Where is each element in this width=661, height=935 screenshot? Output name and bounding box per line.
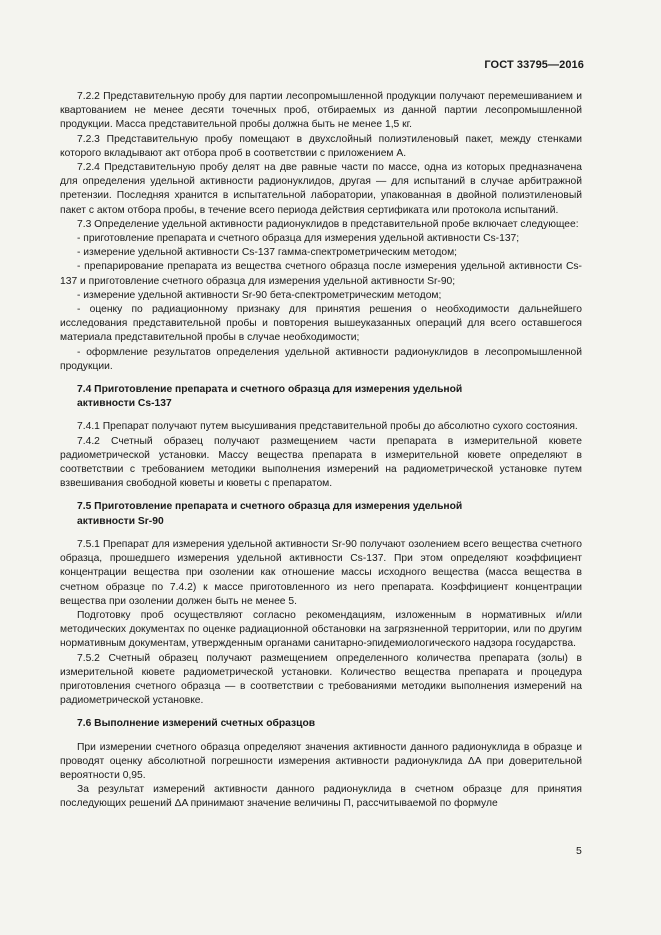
paragraph-7-6-b: За результат измерений активности данного радионуклида в счетном образце для принятия последующих решений ΔA принимают значение величины П, рассчитываемой по формуле [60, 784, 582, 810]
document-body [60, 90, 582, 812]
heading-line: 7.4 Приготовление препарата и счетного образца для измерения удельной [77, 384, 463, 396]
paragraph-7-4-1: 7.4.1 Препарат получают путем высушивания представительной пробы до абсолютно сухого состояния. [77, 421, 578, 433]
list-item: - оценку по радиационному признаку для принятия решения о необходимости дальнейшего исследования представительной пробы и повторения вышеуказанных операций для всего оставшегося материала представительной пробы в случае необходимости; [60, 304, 582, 344]
heading-line: 7.5 Приготовление препарата и счетного образца для измерения удельной [77, 501, 463, 513]
section-heading-7-4 [60, 383, 582, 411]
paragraph-7-2-2: 7.2.2 Представительную пробу для партии лесопромышленной продукции получают перемешиванием и квартованием не менее десяти точечных проб, отбираемых из данной партии лесопромышленной продукции. Масса представительной пробы должна быть не менее 1,5 кг. [60, 91, 582, 131]
paragraph-7-5-1-preparation: Подготовку проб осуществляют согласно рекомендациям, изложенным в нормативных и/или методических документах по оценке радиационной обстановки на загрязненной территории, или по другим нормативным документам, утвержденным органами санитарно-эпидемиологического надзора государства. [60, 609, 582, 650]
paragraph-7-3: 7.3 Определение удельной активности радионуклидов в представительной пробе включает следующее: [77, 218, 579, 230]
heading-line: активности Cs-137 [77, 398, 172, 410]
paragraph-7-2-4: 7.2.4 Представительную пробу делят на две равные части по массе, одна из которых предназначена для определения удельной активности радионуклидов, другая — для испытаний в случае арбитражной претензии. Последняя хранится в испытательной лаборатории, упакованная в двойной полиэтиленовый пакет с актом отбора пробы, в течение всего периода действия сертификата или протокола испытаний. [60, 162, 582, 216]
page-number: 5 [576, 845, 582, 857]
paragraph-7-4-2: 7.4.2 Счетный образец получают размещением части препарата в измерительной кювете радиометрической установки. Массу вещества препарата в измерительной кювете определяют в соответствии с требованием методики выполнения измерений на радиометрической установке путем взвешивания свободной кюветы и кюветы с препаратом. [60, 435, 582, 490]
list-item: - препарирование препарата из вещества счетного образца после измерения удельной активности Cs-137 и приготовление счетного образца для измерения удельной активности Sr-90; [60, 261, 582, 287]
heading-line: активности Sr-90 [77, 515, 164, 527]
section-heading-7-5 [60, 500, 582, 528]
paragraph-7-6-a: При измерении счетного образца определяют значения активности данного радионуклида в образце и проводят оценку абсолютной погрешности измерения активности радионуклида ΔA при доверительной вероятности 0,95. [60, 741, 582, 781]
list-item: - приготовление препарата и счетного образца для измерения удельной активности Cs-137; [77, 233, 520, 245]
document-code-header: ГОСТ 33795—2016 [484, 59, 584, 71]
list-item: - оформление результатов определения удельной активности радионуклидов в лесопромышленной продукции. [60, 346, 582, 372]
paragraph-7-2-3: 7.2.3 Представительную пробу помещают в двухслойный полиэтиленовый пакет, между стенками которого вкладывают акт отбора проб в соответствии с приложением А. [60, 133, 582, 159]
section-heading-7-6: 7.6 Выполнение измерений счетных образцов [77, 718, 316, 730]
paragraph-7-5-1: 7.5.1 Препарат для измерения удельной активности Sr-90 получают озолением всего вещества счетного образца, прошедшего измерения удельной активности Cs-137. При этом определяют коэффициент концентрации вещества при озолении как отношение массы исходного вещества (масса вещества в счетном образце по 7.4.2) к массе приготовленного из него препарата. Коэффициент концентрации вещества при озолении должен быть не менее 5. [60, 538, 582, 607]
list-item: - измерение удельной активности Cs-137 гамма-спектрометрическим методом; [77, 247, 458, 259]
paragraph-7-5-2: 7.5.2 Счетный образец получают размещением определенного количества препарата (золы) в измерительной кювете радиометрической установки. Количество вещества препарата и процедура приготовления счетного образца — в соответствии с требованиями методики выполнения измерений на радиометрической установке. [60, 652, 582, 707]
list-item: - измерение удельной активности Sr-90 бета-спектрометрическим методом; [77, 289, 442, 301]
